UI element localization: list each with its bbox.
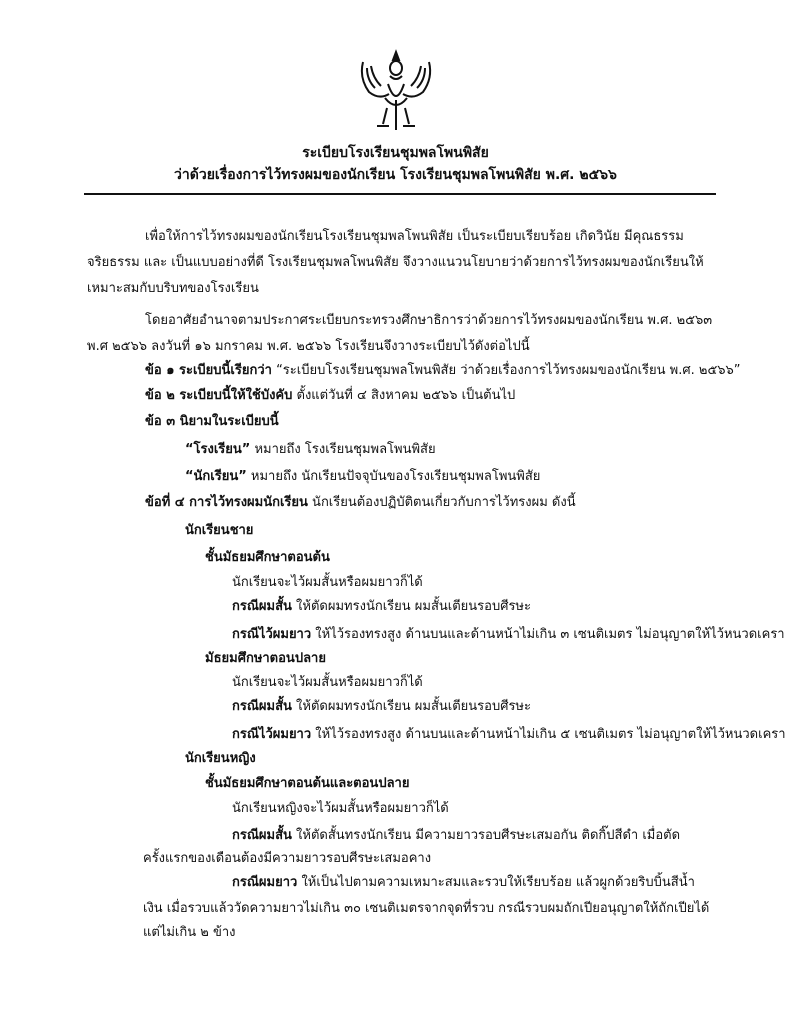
boys-lower-long-label: กรณีไว้ผมยาว: [232, 627, 312, 642]
definition-student-text: หมายถึง นักเรียนปัจจุบันของโรงเรียนชุมพลโพนพิสัย: [246, 469, 541, 484]
clause-4: [145, 494, 576, 512]
definition-school-text: หมายถึง โรงเรียนชุมพลโพนพิสัย: [250, 442, 436, 457]
girls-short-hair: [232, 827, 680, 845]
girls-long-hair: [232, 874, 695, 892]
garuda-emblem-icon: [355, 48, 437, 134]
intro-paragraph-2-line-2: พ.ศ ๒๕๖๖ ลงวันที่ ๑๖ มกราคม พ.ศ. ๒๕๖๖ โรงเรียนจึงวางระเบียบไว้ดังต่อไปนี้: [87, 339, 530, 354]
girls-long-text-3: แต่ไม่เกิน ๒ ข้าง: [143, 925, 236, 940]
boys-heading: นักเรียนชาย: [185, 523, 254, 538]
boys-lower-short-hair: [232, 598, 531, 616]
boys-lower-short-text: ให้ตัดผมทรงนักเรียน ผมสั้นเตียนรอบศีรษะ: [291, 599, 531, 614]
intro-paragraph-1-line-1: เพื่อให้การไว้ทรงผมของนักเรียนโรงเรียนชุมพลโพนพิสัย เป็นระเบียบเรียบร้อย เกิดวินัย มีคุณธรรม: [145, 229, 684, 244]
clause-1-label: ข้อ ๑ ระเบียบนี้เรียกว่า: [145, 363, 272, 378]
clause-1: [145, 362, 741, 380]
clause-2-text: ตั้งแต่วันที่ ๔ สิงหาคม ๒๕๖๖ เป็นต้นไป: [292, 388, 516, 403]
definition-school-term: “โรงเรียน”: [185, 442, 251, 457]
boys-lower-secondary-heading: ชั้นมัธยมศึกษาตอนต้น: [205, 550, 330, 565]
clause-4-label: ข้อที่ ๔ การไว้ทรงผมนักเรียน: [145, 495, 308, 510]
boys-upper-long-hair: [232, 726, 786, 744]
clause-2: [145, 387, 515, 405]
girls-short-text-2: ครั้งแรกของเดือนต้องมีความยาวรอบศีรษะเสมอคาง: [143, 851, 432, 866]
boys-upper-short-label: กรณีผมสั้น: [232, 699, 292, 714]
girls-short-text-1: ให้ตัดสั้นทรงนักเรียน มีความยาวรอบศีรษะเสมอกัน ติดกิ๊ปสีดำ เมื่อตัด: [291, 828, 681, 843]
boys-upper-short-hair: [232, 698, 531, 716]
intro-paragraph-1-line-2: จริยธรรม และ เป็นแบบอย่างที่ดี โรงเรียนชุมพลโพนพิสัย จึงวางแนวนโยบายว่าด้วยการไว้ทรงผมของนักเรียนให้: [87, 255, 704, 270]
boys-upper-secondary-heading: มัธยมศึกษาตอนปลาย: [205, 651, 326, 666]
boys-lower-long-hair: [232, 626, 785, 644]
document-subtitle: ว่าด้วยเรื่องการไว้ทรงผมของนักเรียน โรงเรียนชุมพลโพนพิสัย พ.ศ. ๒๕๖๖: [174, 167, 617, 183]
girls-long-text-2: เงิน เมื่อรวบแล้ววัดความยาวไม่เกิน ๓๐ เซนติเมตรจากจุดที่รวบ กรณีรวบผมถักเปียอนุญาตให้ถักเปียได้: [143, 901, 710, 916]
title-divider: [84, 193, 716, 195]
boys-lower-short-label: กรณีผมสั้น: [232, 599, 292, 614]
girls-level-heading: ชั้นมัธยมศึกษาตอนต้นและตอนปลาย: [205, 776, 410, 791]
definition-student-term: “นักเรียน”: [185, 469, 247, 484]
clause-3-label: ข้อ ๓ นิยามในระเบียบนี้: [145, 414, 279, 429]
girls-short-label: กรณีผมสั้น: [232, 828, 292, 843]
boys-upper-short-text: ให้ตัดผมทรงนักเรียน ผมสั้นเตียนรอบศีรษะ: [291, 699, 531, 714]
boys-upper-long-text: ให้ไว้รองทรงสูง ด้านบนและด้านหน้าไม่เกิน ๕ เซนติเมตร ไม่อนุญาตให้ไว้หนวดเครา: [311, 727, 786, 742]
clause-4-text: นักเรียนต้องปฏิบัติตนเกี่ยวกับการไว้ทรงผม ดังนี้: [307, 495, 576, 510]
definition-student: [185, 468, 540, 486]
girls-long-label: กรณีผมยาว: [232, 875, 298, 890]
clause-1-text: “ระเบียบโรงเรียนชุมพลโพนพิสัย ว่าด้วยเรื่องการไว้ทรงผมของนักเรียน พ.ศ. ๒๕๖๖”: [271, 363, 741, 378]
boys-upper-text: นักเรียนจะไว้ผมสั้นหรือผมยาวก็ได้: [232, 675, 423, 690]
intro-paragraph-1-line-3: เหมาะสมกับบริบทของโรงเรียน: [87, 281, 259, 296]
boys-lower-long-text: ให้ไว้รองทรงสูง ด้านบนและด้านหน้าไม่เกิน ๓ เซนติเมตร ไม่อนุญาตให้ไว้หนวดเครา: [311, 627, 785, 642]
document-title: ระเบียบโรงเรียนชุมพลโพนพิสัย: [302, 145, 489, 161]
intro-paragraph-2-line-1: โดยอาศัยอำนาจตามประกาศระเบียบกระทรวงศึกษาธิการว่าด้วยการไว้ทรงผมของนักเรียน พ.ศ. ๒๕๖๓: [145, 313, 713, 328]
girls-text: นักเรียนหญิงจะไว้ผมสั้นหรือผมยาวก็ได้: [232, 801, 449, 816]
boys-lower-text: นักเรียนจะไว้ผมสั้นหรือผมยาวก็ได้: [232, 575, 423, 590]
boys-upper-long-label: กรณีไว้ผมยาว: [232, 727, 312, 742]
definition-school: [185, 441, 436, 459]
girls-long-text-1: ให้เป็นไปตามความเหมาะสมและรวบให้เรียบร้อย แล้วผูกด้วยริบบิ้นสีน้ำ: [297, 875, 695, 890]
clause-2-label: ข้อ ๒ ระเบียบนี้ให้ใช้บังคับ: [145, 388, 293, 403]
girls-heading: นักเรียนหญิง: [185, 751, 256, 766]
